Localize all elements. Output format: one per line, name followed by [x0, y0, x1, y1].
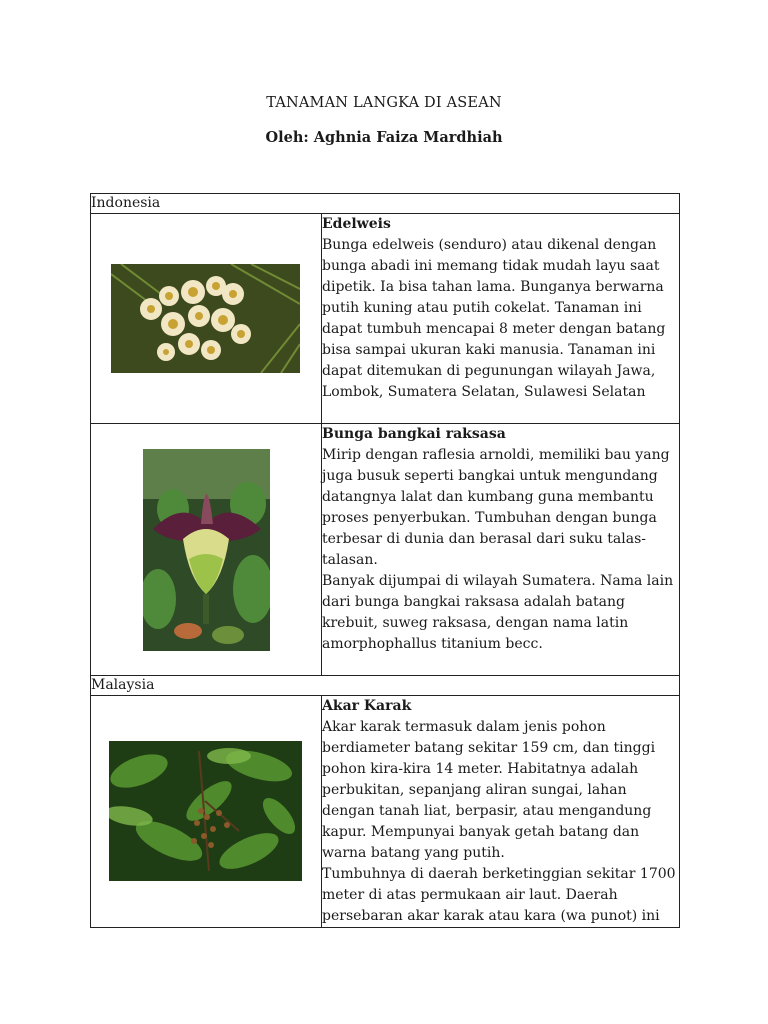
plant-description-paragraph: Akar karak termasuk dalam jenis pohon berdiameter batang sekitar 159 cm, dan tinggi pohon kira-kira 14 meter. Habitatnya adalah perbukitan, sepanjang aliran sungai, lahan dengan tanah liat, berpasir, atau mengandung kapur. Mempunyai banyak getah batang dan warna batang yang putih. [322, 719, 656, 861]
document-author: Oleh: Aghnia Faiza Mardhiah [265, 129, 503, 146]
country-row-indonesia [91, 194, 680, 214]
plant-row-bunga-bangkai [91, 424, 680, 676]
plant-description-paragraph: Tumbuhnya di daerah berketinggian sekitar 1700 meter di atas permukaan air laut. Daerah persebaran akar karak atau kara (wa punot) ini [322, 866, 676, 924]
plant-description-cell [322, 214, 680, 424]
plant-description-cell [322, 424, 680, 676]
corpse-flower-photo [143, 449, 270, 651]
plant-row-akar-karak [91, 696, 680, 928]
akar-karak-tree-photo [109, 741, 302, 881]
plant-image-cell [91, 214, 322, 424]
plant-image-cell [91, 424, 322, 676]
plant-image-cell [91, 696, 322, 928]
plant-name: Edelweis [322, 216, 391, 232]
plant-name: Akar Karak [322, 698, 412, 714]
plant-description-cell [322, 696, 680, 928]
plant-description-paragraph: Mirip dengan raflesia arnoldi, memiliki bau yang juga busuk seperti bangkai untuk mengundang datangnya lalat dan kumbang guna membantu proses penyerbukan. Tumbuhan dengan bunga terbesar di dunia dan berasal dari suku talas-talasan. [322, 447, 670, 568]
plant-name: Bunga bangkai raksasa [322, 426, 506, 442]
document-title: TANAMAN LANGKA DI ASEAN [266, 95, 502, 111]
plant-description: Bunga edelweis (senduro) atau dikenal dengan bunga abadi ini memang tidak mudah layu saat dipetik. Ia bisa tahan lama. Bunganya berwarna putih kuning atau putih cokelat. Tanaman ini dapat tumbuh mencapai 8 meter dengan batang bisa sampai ukuran kaki manusia. Tanaman ini dapat ditemukan di pegunungan wilayah Jawa, Lombok, Sumatera Selatan, Sulawesi Selatan [322, 237, 666, 400]
plant-description-paragraph: Banyak dijumpai di wilayah Sumatera. Nama lain dari bunga bangkai raksasa adalah batang krebuit, suweg raksasa, dengan nama latin amorphophallus titanium becc. [322, 573, 674, 652]
edelweiss-flower-photo [111, 264, 300, 373]
plant-row-edelweis [91, 214, 680, 424]
plants-table [90, 193, 680, 928]
country-row-malaysia [91, 676, 680, 696]
country-label: Malaysia [91, 676, 680, 696]
country-label: Indonesia [91, 194, 680, 214]
